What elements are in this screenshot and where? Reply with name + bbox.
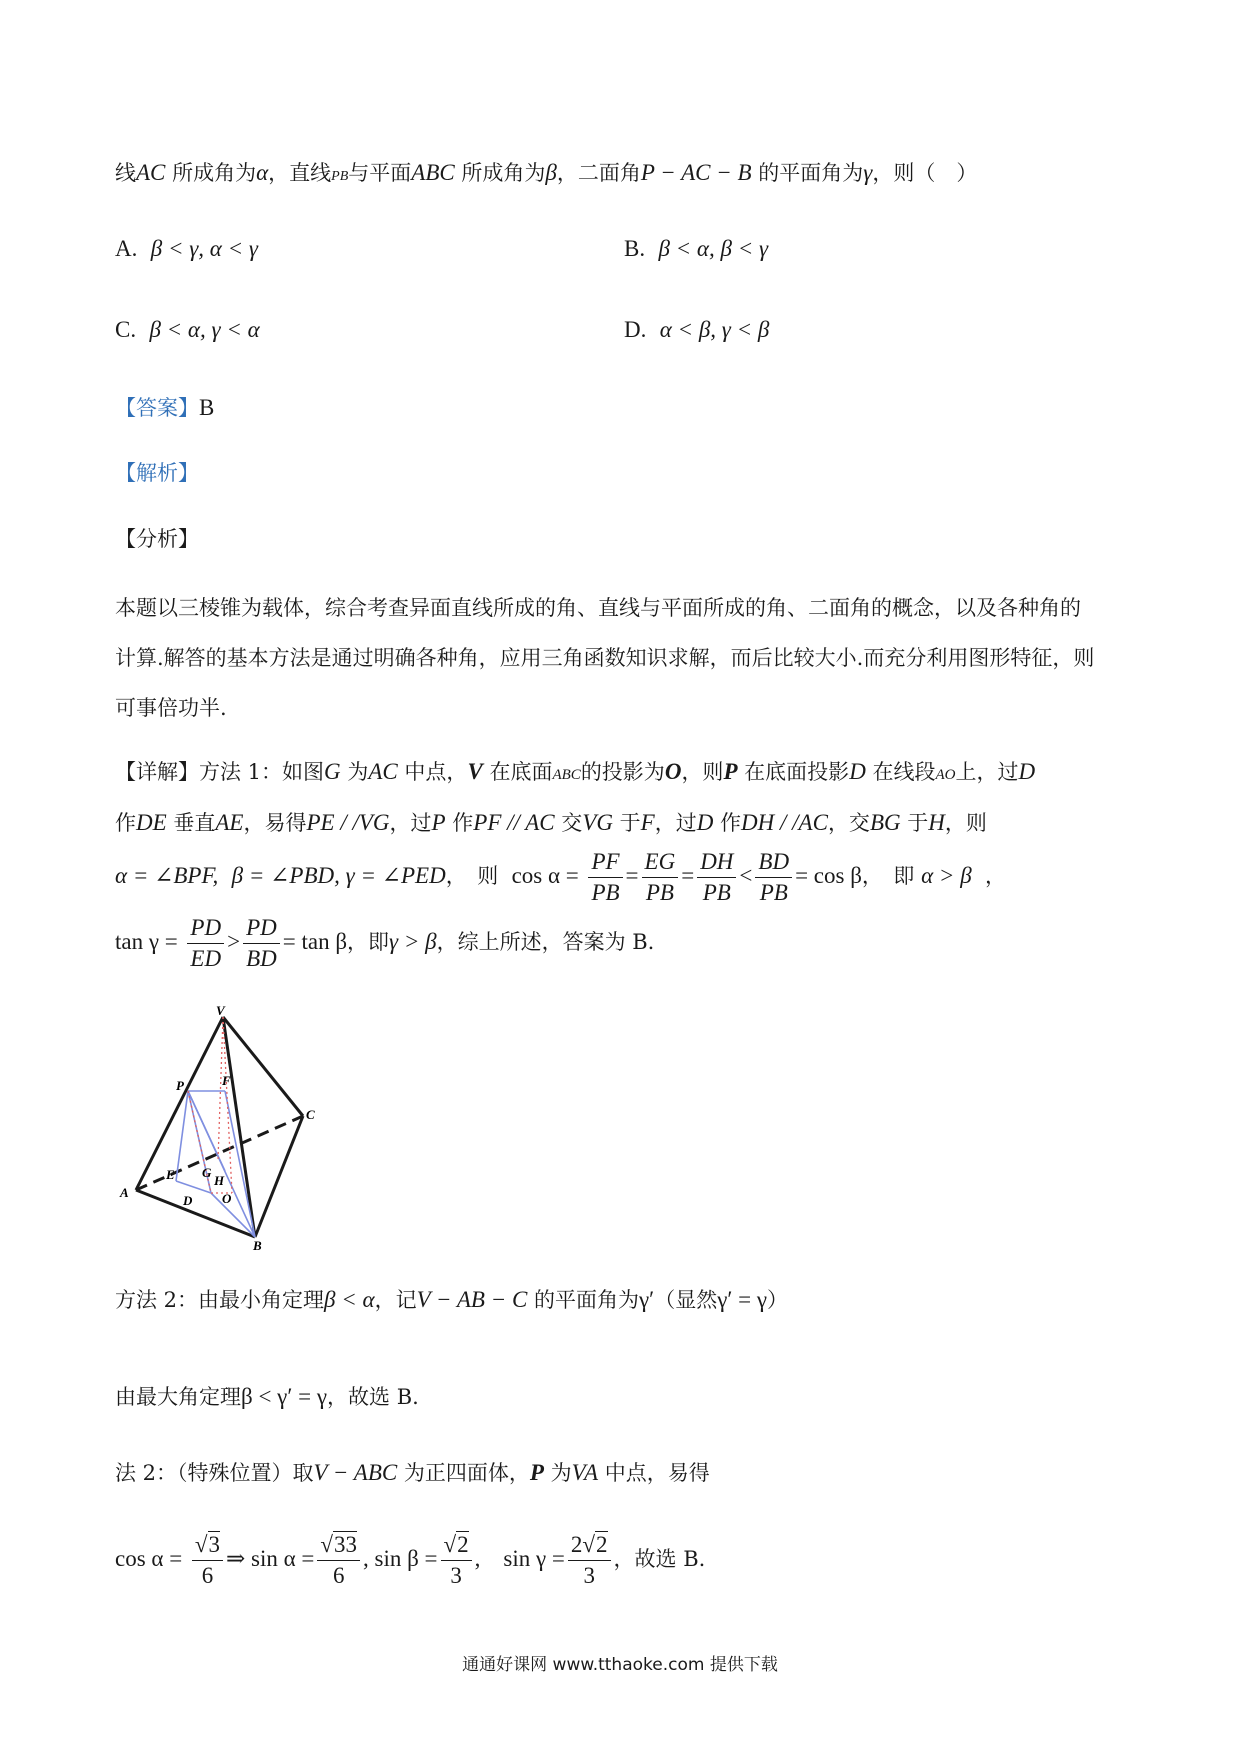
option-c: C. β < α, γ < α [115, 317, 260, 342]
analysis-label: 【解析】 [115, 461, 199, 485]
option-a: A. β < γ, α < γ [115, 236, 258, 261]
method2-line: 方法 2：由最小角定理β < α，记V − AB − C 的平面角为γ′（显然γ′ = γ） [115, 1287, 789, 1312]
fraction-pd-ed: $\frac{PD}{ED}$ [187, 913, 224, 974]
question-stem: 线AC 所成角为α，直线PB与平面ABC 所成角为β，二面角P − AC − B 的平面角为γ，则（ ） [115, 160, 978, 185]
page-footer: 通通好课网 www.tthaoke.com 提供下载 [462, 1655, 778, 1675]
answer-label: 【答案】 [115, 396, 199, 420]
fraction-2sqrt2-3: $\frac{2√2}{3}$ [568, 1530, 611, 1591]
fraction-sqrt3-6: $\frac{√3}{6}$ [192, 1530, 223, 1591]
label-f: F [222, 1073, 231, 1088]
fraction-dh-pb: $\frac{DH}{PB}$ [697, 847, 736, 908]
label-h: H [214, 1173, 225, 1188]
label-d: D [183, 1193, 193, 1208]
option-b: B. β < α, β < γ [624, 236, 769, 261]
tetrahedron-figure [110, 1005, 330, 1250]
answer-line [115, 393, 214, 423]
label-c: C [306, 1107, 315, 1122]
fenxi-line-3: 可事倍功半. [115, 696, 227, 720]
label-g: G [202, 1165, 212, 1180]
detail-line-1: 【详解】方法 1：如图G 为AC 中点，V 在底面ABC的投影为O，则P 在底面投影D 在线段AO上，过D [115, 759, 1036, 784]
fraction-pf-pb: $\frac{PF}{PB}$ [588, 847, 622, 908]
fraction-eg-pb: $\frac{EG}{PB}$ [642, 847, 679, 908]
label-v: V [216, 1005, 225, 1018]
fenxi-label: 【分析】 [115, 527, 199, 551]
option-d: D. α < β, γ < β [624, 317, 770, 342]
label-e: E [166, 1167, 175, 1182]
label-p: P [176, 1078, 184, 1093]
fenxi-line-1: 本题以三棱锥为载体，综合考查异面直线所成的角、直线与平面所成的角、二面角的概念，以及各种角的 [115, 596, 1081, 620]
fraction-sqrt2-3: $\frac{√2}{3}$ [441, 1530, 472, 1591]
detail-line-2: 作DE 垂直AE，易得PE / /VG，过P 作PF // AC 交VG 于F，过D 作DH / /AC，交BG 于H，则 [115, 810, 987, 835]
detail-line-3: α = ∠BPF, β = ∠PBD, γ = ∠PED， 则 cos α = $\frac{PF}{PB}$ = $\frac{EG}{PB}$ = $\frac{DH}{PB}$ < $\frac{BD}{PB}$ = cos β， 即 α > β ， [115, 847, 1006, 908]
fraction-bd-pb: $\frac{BD}{PB}$ [755, 847, 792, 908]
label-b: B [253, 1238, 262, 1250]
label-a: A [120, 1185, 129, 1200]
method3-line: 法 2：（特殊位置）取V − ABC 为正四面体，P 为VA 中点，易得 [115, 1460, 710, 1485]
method2b-line: 由最大角定理β < γ′ = γ，故选 B. [115, 1384, 419, 1409]
label-o: O [222, 1191, 232, 1206]
method3-formula: cos α = $\frac{√3}{6}$ ⇒ sin α = $\frac{√33}{6}$ , sin β = $\frac{√2}{3}$ , sin γ = $\frac{2√2}{3}$ ，故选 B. [115, 1530, 705, 1591]
detail-line-4: tan γ = $\frac{PD}{ED}$ > $\frac{PD}{BD}$ = tan β，即γ > β，综上所述，答案为 B. [115, 913, 654, 974]
answer-value: B [199, 395, 215, 420]
fraction-sqrt33-6: $\frac{√33}{6}$ [317, 1530, 360, 1591]
fraction-pd-bd: $\frac{PD}{BD}$ [243, 913, 280, 974]
fenxi-line-2: 计算.解答的基本方法是通过明确各种角，应用三角函数知识求解，而后比较大小.而充分利用图形特征，则 [115, 646, 1095, 670]
